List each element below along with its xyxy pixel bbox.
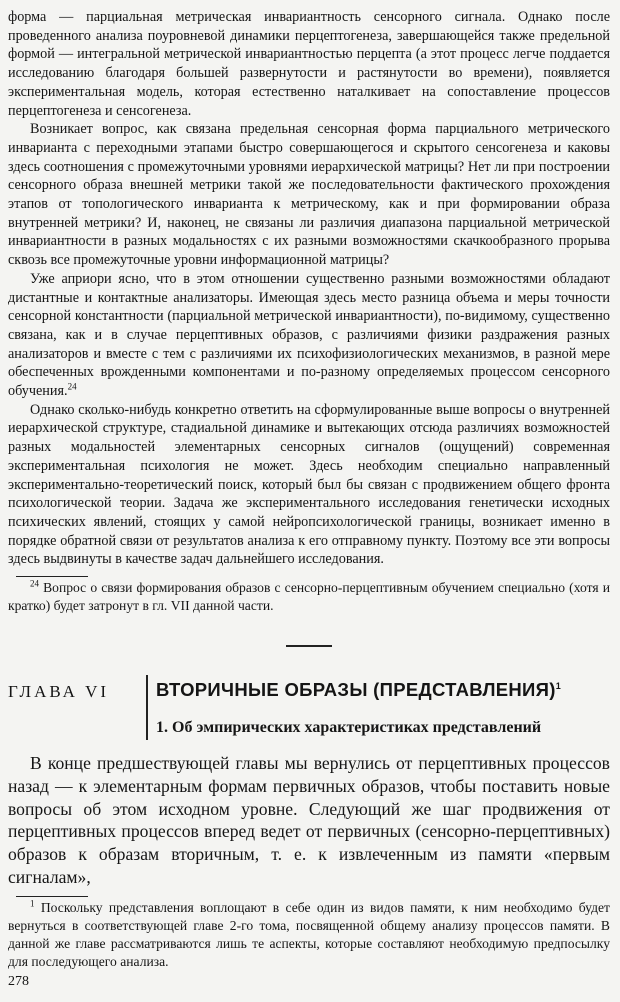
chapter-title-block xyxy=(146,675,610,740)
chapter-title-text: ВТОРИЧНЫЕ ОБРАЗЫ (ПРЕДСТАВЛЕНИЯ) xyxy=(156,679,556,701)
footnote-24-text: Вопрос о связи формирования образов с сенсорно-перцептивным обучением специально (хотя и кратко) будет затронут в гл. VII данной части. xyxy=(8,580,610,614)
chapter-paragraph-1: В конце предшествующей главы мы вернулись от перцептивных процессов назад — к элементарным формам первичных образов, чтобы поставить новые вопросы об этом исходном уровне. Следующий же шаг продвижения от перцептивных процессов вперед ведет от первичных (сенсорно-перцептивных) образов к образам вторичным, т. е. к извлеченным из памяти «первым сигналам», xyxy=(8,753,610,888)
footnote-ref-24: 24 xyxy=(67,381,77,392)
footnote-1-number: 1 xyxy=(30,898,35,909)
section-divider xyxy=(286,645,332,647)
chapter-label: ГЛАВА VI xyxy=(8,682,110,702)
paragraph-4: Однако сколько-нибудь конкретно ответить на сформулированные выше вопросы о внутренней иерархической структуре, стадиальной динамике и вытекающих отсюда различиях возможностей разных модальностей элементарных сенсорных сигналов (ощущений) современная экспериментальная психология не может. Здесь необходим специально направленный экспериментально-теоретический поиск, который был бы связан с продвижением общего фронта психологической теории. Задача же экспериментального исследования генетически исходных психических явлений, стоящих у самой нейропсихологической границы, возникает именно в порядке обратной связи от результатов анализа к его отправному пункту. Поэтому все эти вопросы здесь выдвинуты в качестве задач дальнейшего исследования. xyxy=(8,401,610,568)
page-number: 278 xyxy=(8,974,29,989)
footnote-1-text: Поскольку представления воплощают в себе один из видов памяти, к ним необходимо будет вернуться в соответствующей главе 2-го тома, посвященной общему анализу процессов памяти. В данной же главе рассматриваются лишь те аспекты, которые составляют необходимую предпосылку для последующего анализа. xyxy=(8,899,610,969)
footnote-24-number: 24 xyxy=(30,578,39,589)
chapter-title xyxy=(156,679,610,701)
paragraph-1: форма — парциальная метрическая инвариантность сенсорного сигнала. Однако после проведенного анализа поуровневой динамики перцептогенеза, завершающейся также предельной формой — интегральной метрической инвариантностью перцепта (а этот процесс легче поддается исследованию благодаря большей развернутости и растянутости во времени), появляется экспериментальная модель, которая естественно наталкивает на сопоставление процессов перцептогенеза и сенсогенеза. xyxy=(8,9,610,119)
footnote-1 xyxy=(8,899,610,971)
footnote-24 xyxy=(8,579,610,615)
paragraph-3 xyxy=(8,270,610,401)
chapter-title-footnote-ref: 1 xyxy=(555,680,562,691)
paragraph-2: Возникает вопрос, как связана предельная сенсорная форма парциального метрического инварианта с переходными этапами быстро совершающегося и скрытого сенсогенеза и каковы здесь соотношения с промежуточными уровнями иерархической матрицы? Нет ли при построении сенсорного образа внешней метрики такой же последовательности фактического прохождения этапов от топологического инварианта к метрическому, как и при формировании образа внутренней метрики? И, наконец, не связаны ли различия диапазона парциальной метрической инвариантности в разных модальностях с их разными возможностями скачкообразного прорыва сквозь все промежуточные уровни информационной матрицы? xyxy=(8,121,610,269)
footnote-rule-2 xyxy=(16,896,88,897)
section-title: 1. Об эмпирических характеристиках представлений xyxy=(156,719,542,737)
footnote-rule xyxy=(16,576,88,577)
chapter-heading xyxy=(8,675,610,740)
paragraph-3-text: Уже априори ясно, что в этом отношении существенно разными возможностями обладают дистантные и контактные анализаторы. Имеющая здесь место разница объема и меры точности сенсорной константности (парциальной метрической инвариантности), по-видимому, существенно связана, как и в случае перцептивных образов, с различиями физики раздражения разных анализаторов и вместе с тем с различиями их психофизиологических механизмов, в разной мере обеспеченных врожденными компонентами и по-разному определяемых процессом сенсорного обучения. xyxy=(8,270,610,400)
